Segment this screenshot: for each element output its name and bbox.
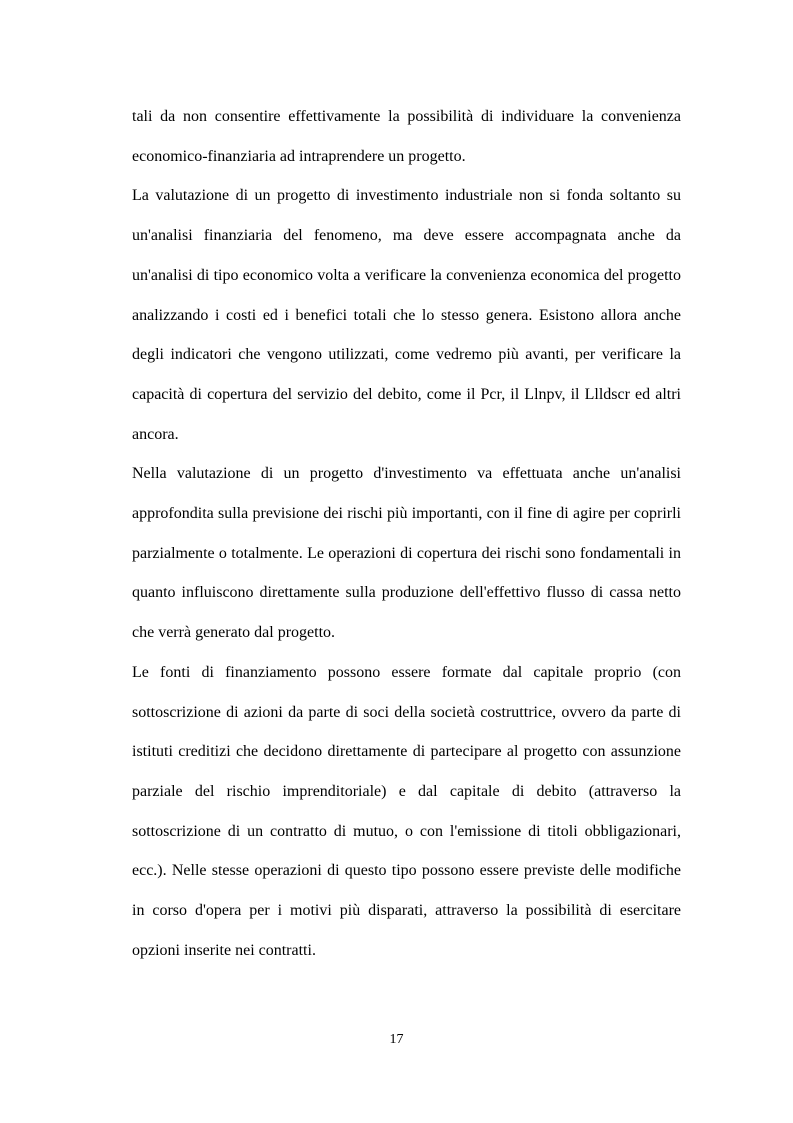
paragraph-valutazione: La valutazione di un progetto di investimento industriale non si fonda soltanto su un'analisi finanziaria del fenomeno, ma deve essere accompagnata anche da un'analisi di tipo economico volta a verificare la convenienza economica del progetto analizzando i costi ed i benefici totali che lo stesso genera. Esistono allora anche degli indicatori che vengono utilizzati, come vedremo più avanti, per verificare la capacità di copertura del servizio del debito, come il Pcr, il Llnpv, il Llldscr ed altri ancora.	[132, 187, 681, 443]
paragraph-fonti-finanziamento: Le fonti di finanziamento possono essere formate dal capitale proprio (con sottoscrizione di azioni da parte di soci della società costruttrice, ovvero da parte di istituti creditizi che decidono direttamente di partecipare al progetto con assunzione parziale del rischio imprenditoriale) e dal capitale di debito (attraverso la sottoscrizione di un contratto di mutuo, o con l'emissione di titoli obbligazionari, ecc.). Nelle stesse operazioni di questo tipo possono essere previste delle modifiche in corso d'opera per i motivi più disparati, attraverso la possibilità di esercitare opzioni inserite nei contratti.	[132, 663, 681, 959]
body-text	[132, 97, 681, 970]
paragraph-continuation: tali da non consentire effettivamente la possibilità di individuare la convenienza economico-finanziaria ad intraprendere un progetto.	[132, 108, 681, 165]
paragraph-rischi: Nella valutazione di un progetto d'investimento va effettuata anche un'analisi approfondita sulla previsione dei rischi più importanti, con il fine di agire per coprirli parzialmente o totalmente. Le operazioni di copertura dei rischi sono fondamentali in quanto influiscono direttamente sulla produzione dell'effettivo flusso di cassa netto che verrà generato dal progetto.	[132, 465, 681, 642]
page-number: 17	[389, 1032, 404, 1047]
